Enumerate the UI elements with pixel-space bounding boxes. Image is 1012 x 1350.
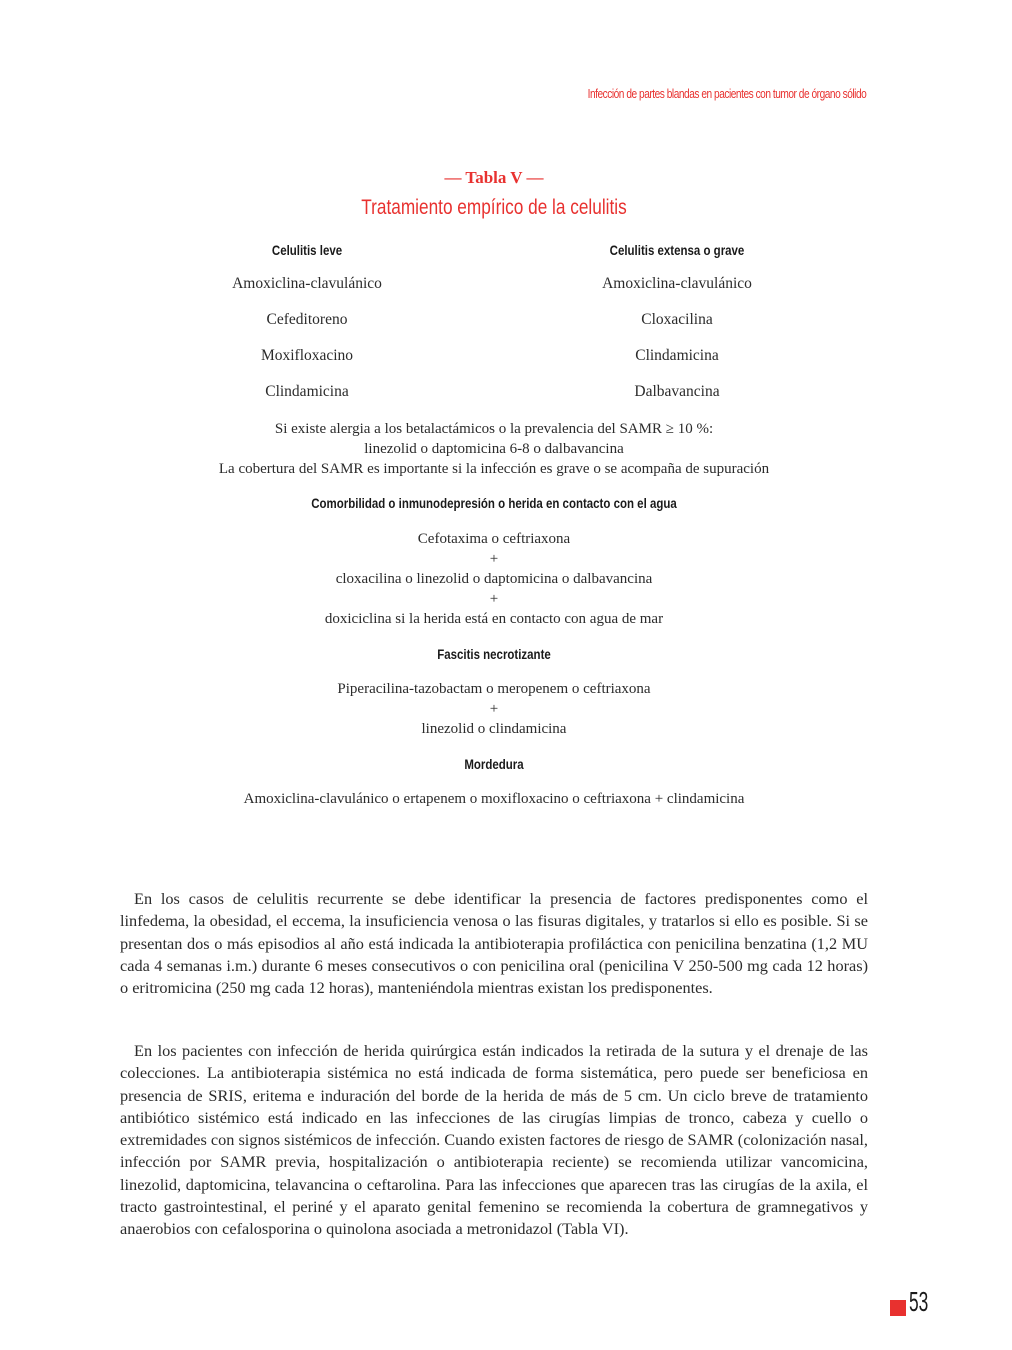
col-right-heading: Celulitis extensa o grave (609, 242, 745, 258)
comorbidity-heading: Comorbilidad o inmunodepresión o herida en contacto con el agua (311, 495, 677, 511)
plus-sign: + (489, 591, 499, 607)
treatment-line: linezolid o clindamicina (421, 721, 567, 737)
fasciitis-heading: Fascitis necrotizante (437, 646, 551, 662)
bite-treatment: Amoxiclina-clavulánico o ertapenem o moxifloxacino o ceftriaxona + clindamicina (243, 791, 745, 807)
list-item: Cefeditoreno (266, 311, 348, 328)
list-item: Clindamicina (635, 347, 719, 364)
treatment-line: Piperacilina-tazobactam o meropenem o ceftriaxona (337, 681, 651, 697)
list-item: Cloxacilina (641, 311, 713, 328)
treatment-line: cloxacilina o linezolid o daptomicina o dalbavancina (335, 571, 653, 587)
running-head: Infección de partes blandas en pacientes con tumor de órgano sólido (587, 86, 866, 101)
list-item: Amoxiclina-clavulánico (602, 275, 752, 292)
list-item: Moxifloxacino (260, 347, 354, 364)
comorbidity-block (120, 529, 868, 629)
page-number: 53 (909, 1286, 929, 1317)
treatment-line: doxiciclina si la herida está en contacto con agua de mar (324, 611, 664, 627)
table-title: Tratamiento empírico de la celulitis (361, 196, 627, 219)
page-marker-square (890, 1300, 906, 1316)
note-line: La cobertura del SAMR es importante si la infección es grave o se acompaña de supuración (218, 461, 770, 477)
body-paragraph: En los casos de celulitis recurrente se debe identificar la presencia de factores predisponentes como el linfedema, la obesidad, el eccema, la insuficiencia venosa o las fisuras digitales, y tratarlos si ello es posible. Si se presentan dos o más episodios al año está indicada la antibioterapia profiláctica con penicilina benzatina (1,2 MU cada 4 semanas i.m.) durante 6 meses consecutivos o con penicilina oral (penicilina V 250-500 mg cada 12 horas) o eritromicina (250 mg cada 12 horas), manteniéndola mientras existan los predisponentes. (120, 889, 868, 998)
list-item: Amoxiclina-clavulánico (232, 275, 382, 292)
plus-sign: + (489, 551, 499, 567)
note-line: Si existe alergia a los betalactámicos o la prevalencia del SAMR ≥ 10 %: (274, 421, 714, 437)
table-number: — Tabla V — (444, 168, 544, 187)
col-left-list (157, 266, 457, 410)
list-item: Clindamicina (265, 383, 349, 400)
fasciitis-block (120, 679, 868, 739)
plus-sign: + (489, 701, 499, 717)
allergy-note (120, 419, 868, 479)
col-right-list (527, 266, 827, 410)
body-paragraph: En los pacientes con infección de herida quirúrgica están indicados la retirada de la sutura y el drenaje de las colecciones. La antibioterapia sistémica no está indicada de forma sistemática, pero puede ser beneficiosa en presencia de SRIS, eritema e induración del borde de la herida de más de 5 cm. Un ciclo breve de tratamiento antibiótico sistémico está indicado en las infecciones de las cirugías limpias de tronco, cabeza y cuello o extremidades con signos sistémicos de infección. Cuando existen factores de riesgo de SAMR (colonización nasal, infección por SAMR previa, hospitalización o antibioterapia reciente) se recomienda utilizar vancomicina, linezolid, daptomicina, telavancina o ceftarolina. Para las infecciones que aparecen tras las cirugías de la axila, el tracto gastrointestinal, el periné y el aparato genital femenino se recomienda la cobertura de gramnegativos y anaerobios con cefalosporina o quinolona asociada a metronidazol (Tabla VI). (120, 1041, 868, 1239)
list-item: Dalbavancina (634, 383, 720, 400)
treatment-line: Cefotaxima o ceftriaxona (417, 531, 571, 547)
bite-heading: Mordedura (464, 756, 524, 772)
note-line: linezolid o daptomicina 6-8 o dalbavancina (364, 441, 624, 457)
col-left-heading: Celulitis leve (271, 242, 343, 258)
